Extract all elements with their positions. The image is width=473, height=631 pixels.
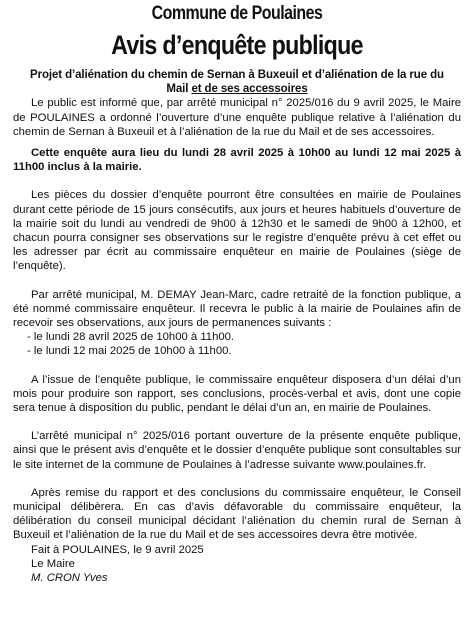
permanences-list <box>13 330 461 358</box>
notice-title: Avis d’enquête publique <box>111 30 363 60</box>
signature-place-date: Fait à POULAINES, le 9 avril 2025 <box>31 543 204 556</box>
subject-line-1: Projet d’aliénation du chemin de Sernan à Buxeuil et d’aliénation de la rue du <box>30 69 444 81</box>
paragraph-commissaire: Par arrêté municipal, M. DEMAY Jean-Marc, cadre retraité de la fonction publique, a été nommé commissaire enquêteur. Il recevra le public à la mairie de Poulaines afin de recevoir ses observations, aux jours de permanences suivants : <box>13 288 461 330</box>
paragraph-intro: Le public est informé que, par arrêté municipal n° 2025/016 du 9 avril 2025, le Maire de POULAINES a ordonné l’ouverture d’une enquête publique relative à l’aliénation du chemin de Sernan à Buxeuil et à l’aliénation de la rue du Mail et de ses accessoires. <box>13 97 461 138</box>
notice-subject <box>13 68 461 96</box>
commune-name: Commune de Poulaines <box>151 3 323 24</box>
signature-role: Le Maire <box>31 557 75 570</box>
paragraph-dossier: Les pièces du dossier d’enquête pourront être consultées en mairie de Poulaines durant cette période de 15 jours consécutifs, aux jours et heures habituels d’ouverture de la mairie soit du lundi au vendredi de 9h00 à 12h30 et le samedi de 9h00 à 12h00, et chacun pourra consigner ses observations sur le registre d’enquête prévu à cet effet ou les adresser par écrit au commissaire enquêteur en mairie de Poulaines (siège de l’enquête). <box>13 189 461 273</box>
subject-line-2 <box>13 82 461 96</box>
subject-line-2-plain: Mail <box>166 83 189 96</box>
permanence-item: - le lundi 28 avril 2025 de 10h00 à 11h00. <box>27 331 235 344</box>
paragraph-arrete: L’arrêté municipal n° 2025/016 portant ouverture de la présente enquête publique, ainsi que le présent avis d’enquête et le dossier d’enquête publique sont consultables sur le site internet de la commune de Poulaines à l’adresse suivante www.poulaines.fr. <box>13 430 461 471</box>
signature-name: M. CRON Yves <box>31 572 108 585</box>
signature-block <box>13 543 461 586</box>
paragraph-issue: A l’issue de l’enquête publique, le commissaire enquêteur disposera d’un délai d’un mois pour produire son rapport, ses conclusions, procès-verbal et avis, dont une copie sera tenue à disposition du public, pendant le délai d’un an, en mairie de Poulaines. <box>13 373 461 415</box>
subject-line-2-underlined: et de ses accessoires <box>191 83 308 96</box>
paragraph-dates: Cette enquête aura lieu du lundi 28 avril 2025 à 10h00 au lundi 12 mai 2025 à 11h00 inclus à la mairie. <box>13 147 461 174</box>
permanence-item: - le lundi 12 mai 2025 de 10h00 à 11h00. <box>27 345 232 358</box>
paragraph-conseil: Après remise du rapport et des conclusions du commissaire enquêteur, le Conseil municipal délibèrera. En cas d’avis défavorable du commissaire enquêteur, la délibération du conseil municipal décidant l’aliénation du chemin rural de Sernan à Buxeuil et l’aliénation de la rue du Mail et de ses accessoires devra être motivée. <box>13 486 461 542</box>
